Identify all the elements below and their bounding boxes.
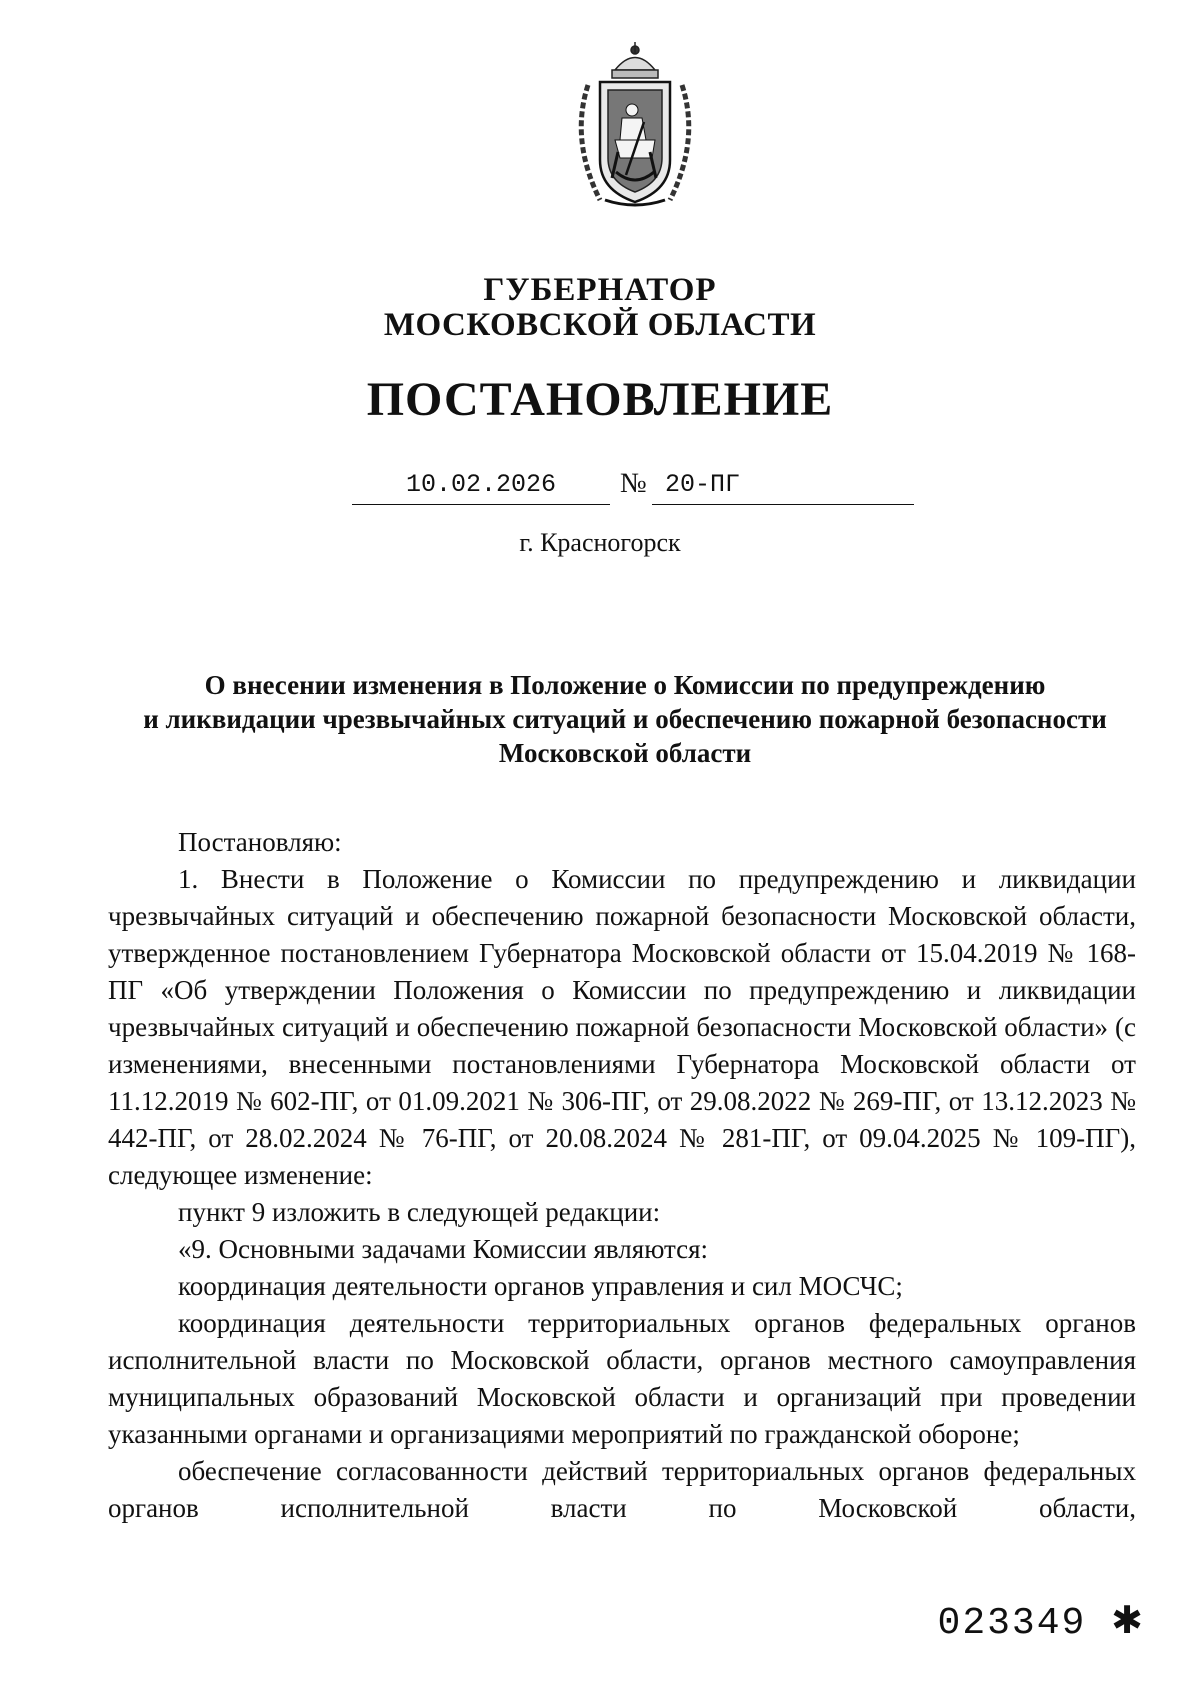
document-subject xyxy=(110,668,1140,770)
body-paragraph-2: пункт 9 изложить в следующей редакции: xyxy=(178,1197,661,1227)
subject-line-3: Московской области xyxy=(498,738,752,768)
authority-line-2: МОСКОВСКОЙ ОБЛАСТИ xyxy=(383,307,817,343)
subject-line-2: и ликвидации чрезвычайных ситуаций и обеспечению пожарной безопасности xyxy=(143,704,1107,734)
document-date: 10.02.2026 xyxy=(405,470,557,499)
document-body xyxy=(108,824,1136,1527)
number-sign: № xyxy=(620,468,647,499)
authority-line-1: ГУБЕРНАТОР xyxy=(483,272,717,308)
body-paragraph-1: 1. Внести в Положение о Комиссии по предупреждению и ликвидации чрезвычайных ситуаций и обеспечению пожарной безопасности Московской области, утвержденное постановлением Губернатора Московской области от 15.04.2019 № 168-ПГ «Об утверждении Положения о Комиссии по предупреждению и ликвидации чрезвычайных ситуаций и обеспечению пожарной безопасности Московской области» (с изменениями, внесенными постановлениями Губернатора Московской области от 11.12.2019 № 602-ПГ, от 01.09.2021 № 306-ПГ, от 29.08.2022 № 269-ПГ, от 13.12.2023 № 442-ПГ, от 28.02.2024 № 76-ПГ, от 20.08.2024 № 281-ПГ, от 09.04.2025 № 109-ПГ), следующее изменение: xyxy=(108,864,1136,1190)
date-underline xyxy=(352,504,610,505)
number-underline xyxy=(652,504,914,505)
body-paragraph-6: обеспечение согласованности действий территориальных органов федеральных органов исполнительной власти по Московской области, xyxy=(108,1456,1136,1523)
serial-number-value: 023349 xyxy=(937,1602,1087,1645)
document-number: 20-ПГ xyxy=(665,470,741,499)
document-type-title: ПОСТАНОВЛЕНИЕ xyxy=(366,373,834,426)
body-paragraph-4: координация деятельности органов управления и сил МОСЧС; xyxy=(178,1271,903,1301)
body-paragraph-decree: Постановляю: xyxy=(178,827,342,857)
asterisk-icon: ✱ xyxy=(1111,1598,1145,1642)
body-paragraph-5: координация деятельности территориальных органов федеральных органов исполнительной власти по Московской области, органов местного самоуправления муниципальных образований Московской области и организаций при проведении указанными органами и организациями мероприятий по гражданской обороне; xyxy=(108,1308,1136,1449)
subject-line-1: О внесении изменения в Положение о Комиссии по предупреждению xyxy=(204,670,1046,700)
coat-of-arms-icon xyxy=(560,40,710,210)
city: г. Красногорск xyxy=(519,528,681,557)
body-paragraph-3: «9. Основными задачами Комиссии являются: xyxy=(178,1234,709,1264)
serial-number xyxy=(938,1598,1145,1645)
